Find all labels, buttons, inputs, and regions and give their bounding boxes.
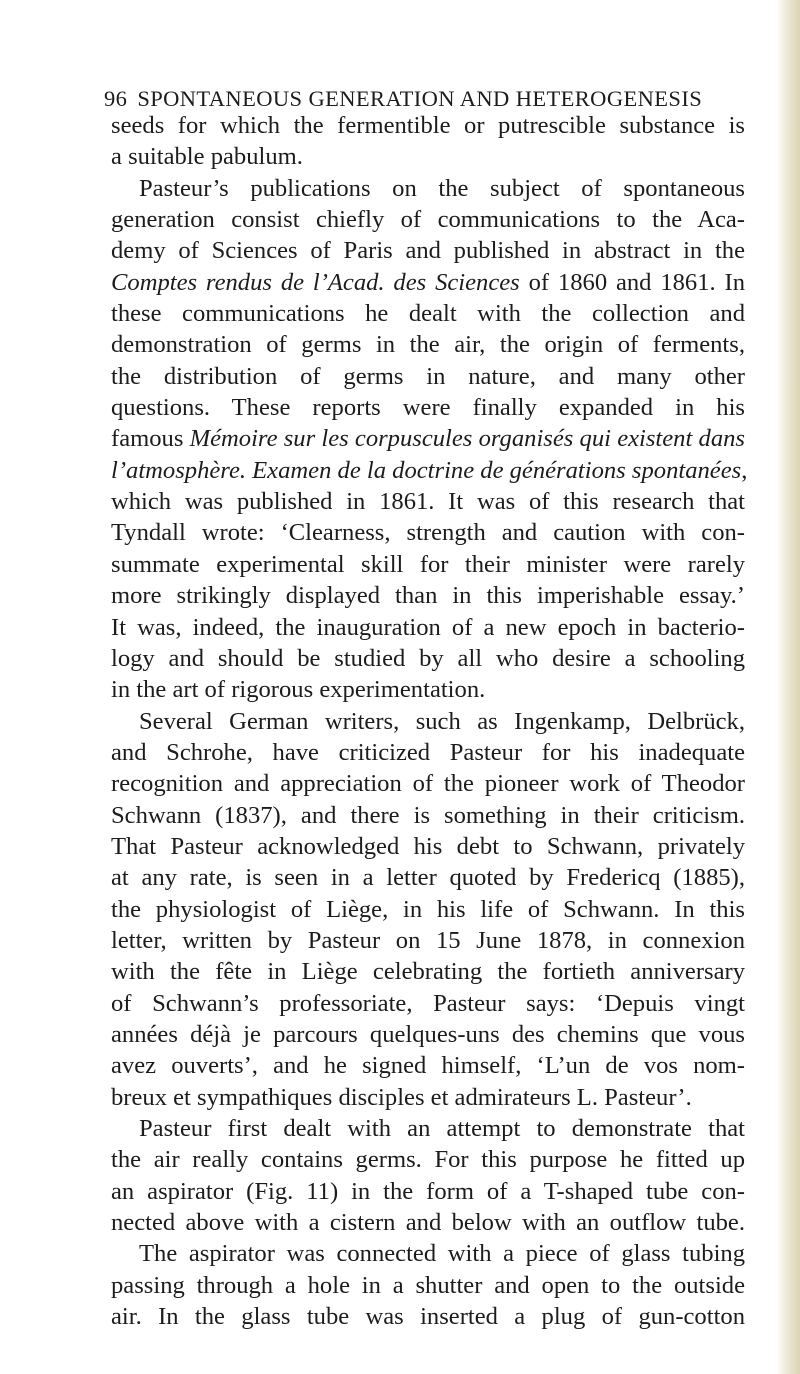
text-line: It was, indeed, the inauguration of a new epoch in bacterio- bbox=[111, 613, 745, 641]
text-line: demonstration of germs in the air, the origin of ferments, bbox=[111, 331, 745, 359]
page-number: 96 bbox=[104, 86, 128, 111]
text-line: passing through a hole in a shutter and open to the outside bbox=[111, 1271, 745, 1299]
text-line: with the fête in Liège celebrating the fortieth anniversary bbox=[111, 958, 745, 986]
text-line: in the art of rigorous experimentation. bbox=[111, 676, 486, 704]
text-line: questions. These reports were finally expanded in his bbox=[111, 394, 745, 422]
text-line: The aspirator was connected with a piece of glass tubing bbox=[139, 1240, 745, 1268]
text-line: of Schwann’s professoriate, Pasteur says: ‘Depuis vingt bbox=[111, 989, 745, 1017]
text-line: an aspirator (Fig. 11) in the form of a T-shaped tube con- bbox=[111, 1177, 745, 1205]
text-line: a suitable pabulum. bbox=[111, 143, 303, 171]
italic-title: l’atmosphère. Examen de la doctrine de générations spontanées bbox=[111, 456, 742, 484]
text-line bbox=[111, 267, 745, 298]
text-line: the physiologist of Liège, in his life of Schwann. In this bbox=[111, 895, 745, 923]
text-line: logy and should be studied by all who desire a schooling bbox=[111, 644, 745, 672]
text-line: Pasteur’s publications on the subject of spontaneous bbox=[139, 174, 745, 202]
italic-title: Comptes rendus de l’Acad. des Sciences bbox=[111, 268, 520, 296]
text-line: air. In the glass tube was inserted a plug of gun-cotton bbox=[111, 1303, 745, 1331]
italic-title: Mémoire sur les corpuscules organisés qui existent dans bbox=[189, 425, 745, 453]
text-segment: , bbox=[741, 456, 748, 484]
text-line: Schwann (1837), and there is something in their criticism. bbox=[111, 801, 745, 829]
text-line: which was published in 1861. It was of this research that bbox=[111, 488, 745, 516]
text-line bbox=[111, 455, 748, 486]
text-line: and Schrohe, have criticized Pasteur for his inadequate bbox=[111, 738, 745, 766]
text-line: années déjà je parcours quelques-uns des chemins que vous bbox=[111, 1020, 745, 1048]
text-line: at any rate, is seen in a letter quoted by Fredericq (1885), bbox=[111, 864, 745, 892]
text-line: seeds for which the fermentible or putrescible substance is bbox=[111, 112, 745, 139]
page-edge bbox=[778, 0, 800, 1374]
text-line: the air really contains germs. For this purpose he fitted up bbox=[111, 1146, 745, 1174]
text-line: these communications he dealt with the collection and bbox=[111, 300, 745, 328]
running-head bbox=[104, 86, 744, 112]
text-line: generation consist chiefly of communications to the Aca- bbox=[111, 206, 745, 234]
text-line: avez ouverts’, and he signed himself, ‘L’un de vos nom- bbox=[111, 1052, 745, 1080]
text-line: breux et sympathiques disciples et admirateurs L. Pasteur’. bbox=[111, 1083, 692, 1111]
running-head-title: SPONTANEOUS GENERATION AND HETEROGENESIS bbox=[137, 86, 703, 111]
text-line: Pasteur first dealt with an attempt to demonstrate that bbox=[139, 1115, 745, 1142]
text-line: summate experimental skill for their minister were rarely bbox=[111, 550, 745, 578]
text-line: the distribution of germs in nature, and many other bbox=[111, 362, 745, 390]
text-line: more strikingly displayed than in this imperishable essay.’ bbox=[111, 582, 745, 610]
body-text bbox=[111, 110, 748, 1332]
text-line bbox=[111, 423, 745, 454]
text-line: recognition and appreciation of the pioneer work of Theodor bbox=[111, 770, 745, 798]
text-line: nected above with a cistern and below with an outflow tube. bbox=[111, 1209, 745, 1237]
text-segment: famous bbox=[111, 425, 190, 453]
text-line: demy of Sciences of Paris and published in abstract in the bbox=[111, 237, 745, 265]
text-segment: of 1860 and 1861. In bbox=[519, 268, 745, 296]
text-line: Several German writers, such as Ingenkamp, Delbrück, bbox=[139, 707, 745, 735]
text-line: Tyndall wrote: ‘Clearness, strength and caution with con- bbox=[111, 519, 745, 547]
text-line: letter, written by Pasteur on 15 June 1878, in connexion bbox=[111, 926, 745, 954]
text-line: That Pasteur acknowledged his debt to Schwann, privately bbox=[111, 832, 745, 860]
